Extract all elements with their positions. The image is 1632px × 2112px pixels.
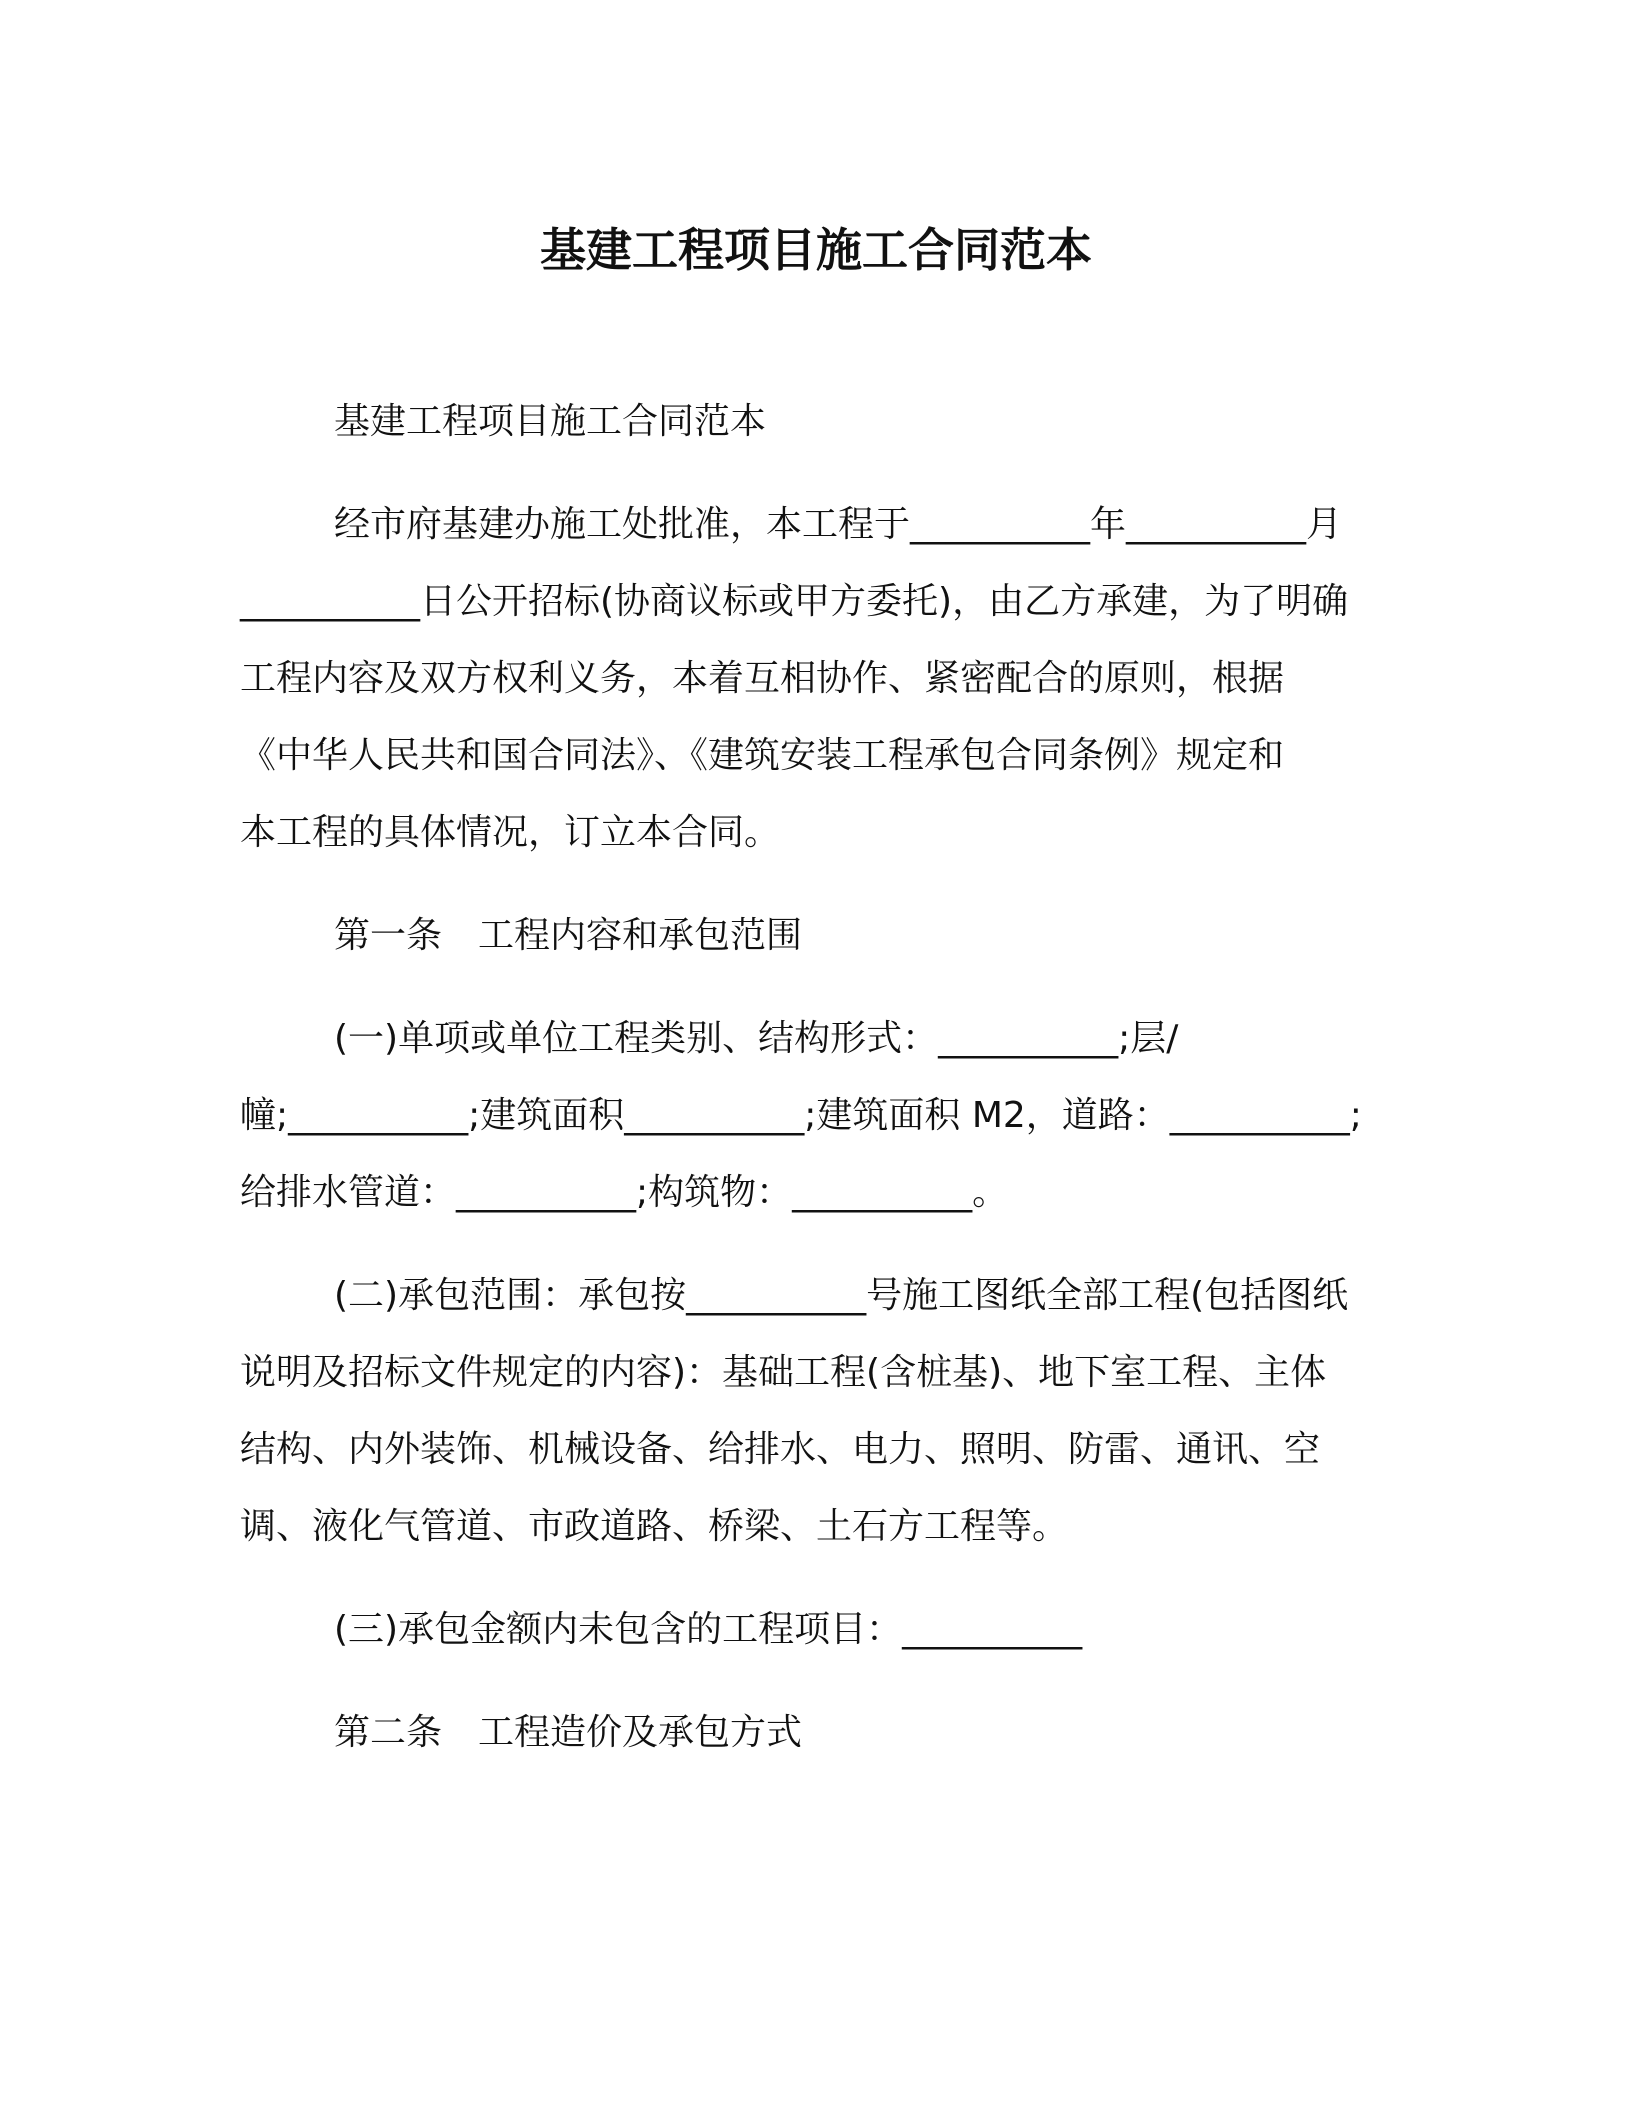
document-title: 基建工程项目施工合同范本 (540, 223, 1092, 277)
text-line: 工程内容及双方权利义务，本着互相协作、紧密配合的原则，根据 (240, 658, 1285, 699)
text-line: 第二条 工程造价及承包方式 (334, 1712, 803, 1753)
text-line: 幢;__________;建筑面积__________;建筑面积 M2，道路：__________; (240, 1095, 1362, 1136)
clause-3-paragraph (240, 1591, 1390, 1668)
clause-2-paragraph (240, 1257, 1390, 1565)
text-line: 调、液化气管道、市政道路、桥梁、土石方工程等。 (240, 1506, 1069, 1547)
text-line: 说明及招标文件规定的内容)：基础工程(含桩基)、地下室工程、主体 (240, 1352, 1327, 1393)
text-line: 第一条 工程内容和承包范围 (334, 915, 803, 956)
text-line: __________日公开招标(协商议标或甲方委托)，由乙方承建，为了明确 (240, 581, 1349, 622)
text-line: 《中华人民共和国合同法》、《建筑安装工程承包合同条例》规定和 (240, 735, 1285, 776)
text-line: 本工程的具体情况，订立本合同。 (240, 812, 781, 853)
document-body (240, 383, 1390, 1797)
text-line: (二)承包范围：承包按__________号施工图纸全部工程(包括图纸 (334, 1275, 1349, 1316)
subtitle-paragraph (240, 383, 1390, 460)
text-line: 基建工程项目施工合同范本 (334, 401, 767, 442)
clause-1-paragraph (240, 1000, 1390, 1231)
text-line: (三)承包金额内未包含的工程项目：__________ (334, 1609, 1083, 1650)
text-line: 经市府基建办施工处批准，本工程于__________年__________月 (334, 504, 1343, 545)
article-1-heading (240, 897, 1390, 974)
text-line: 结构、内外装饰、机械设备、给排水、电力、照明、防雷、通讯、空 (240, 1429, 1321, 1470)
text-line: 给排水管道：__________;构筑物：__________。 (240, 1172, 1009, 1213)
text-line: (一)单项或单位工程类别、结构形式：__________;层/ (334, 1018, 1179, 1059)
article-2-heading (240, 1694, 1390, 1771)
preamble-paragraph (240, 486, 1390, 871)
